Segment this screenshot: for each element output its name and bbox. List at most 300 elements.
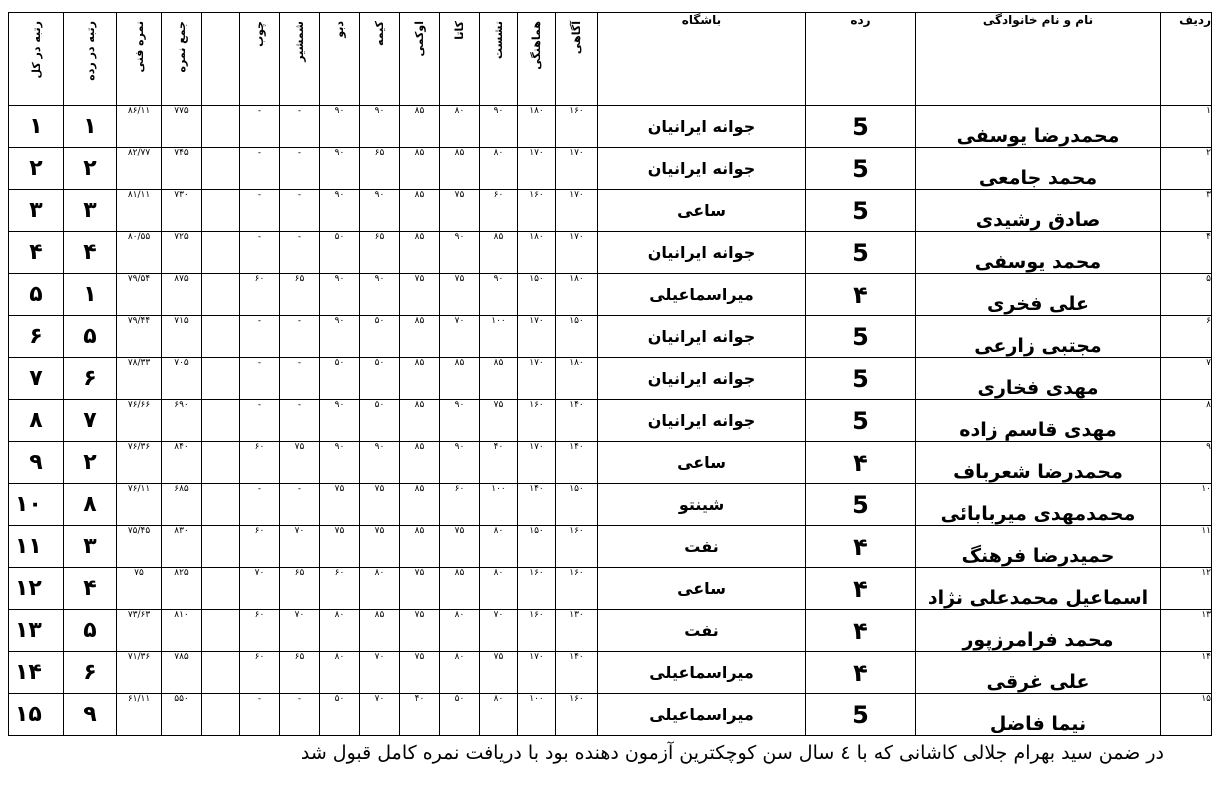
cell-kata: ۸۰: [440, 652, 480, 694]
table-row: [9, 694, 1212, 736]
cell-rank-grade: ۶: [64, 652, 117, 694]
cell-agahi: ۱۴۰: [556, 652, 598, 694]
cell-blank: [202, 694, 240, 736]
cell-grade: 5: [806, 400, 916, 442]
cell-hamahangi: ۱۴۰: [518, 484, 556, 526]
cell-blank: [202, 568, 240, 610]
cell-dobo: ۹۰: [320, 316, 360, 358]
cell-name: محمد جامعی: [916, 148, 1161, 190]
cell-row-number: ۲: [1161, 148, 1212, 190]
cell-total-score: ۶۹۰: [162, 400, 202, 442]
cell-kata: ۶۰: [440, 484, 480, 526]
cell-chob: ۶۰: [240, 442, 280, 484]
cell-hamahangi: ۱۶۰: [518, 190, 556, 232]
cell-hamahangi: ۱۸۰: [518, 232, 556, 274]
cell-kata: ۹۰: [440, 400, 480, 442]
cell-row-number: ۴: [1161, 232, 1212, 274]
cell-katame: ۵۰: [360, 358, 400, 400]
cell-rank-overall: ۱۰: [9, 484, 64, 526]
cell-hamahangi: ۱۶۰: [518, 568, 556, 610]
cell-ukemi: ۸۵: [400, 484, 440, 526]
cell-neshast: ۶۰: [480, 190, 518, 232]
cell-dobo: ۹۰: [320, 148, 360, 190]
cell-katame: ۸۰: [360, 568, 400, 610]
header-grade: رده: [806, 13, 916, 106]
header-club: باشگاه: [598, 13, 806, 106]
cell-neshast: ۹۰: [480, 106, 518, 148]
cell-kata: ۸۰: [440, 106, 480, 148]
cell-katame: ۶۵: [360, 148, 400, 190]
cell-technical-score: ۶۱/۱۱: [117, 694, 162, 736]
cell-grade: 5: [806, 316, 916, 358]
cell-blank: [202, 442, 240, 484]
table-row: [9, 484, 1212, 526]
cell-total-score: ۶۸۵: [162, 484, 202, 526]
cell-technical-score: ۷۹/۵۴: [117, 274, 162, 316]
cell-kata: ۹۰: [440, 442, 480, 484]
cell-rank-grade: ۵: [64, 610, 117, 652]
cell-chob: ۷۰: [240, 568, 280, 610]
cell-blank: [202, 358, 240, 400]
cell-kata: ۸۰: [440, 610, 480, 652]
cell-ukemi: ۴۰: [400, 694, 440, 736]
header-hamahangi: هماهنگی: [518, 13, 556, 106]
results-body: [9, 106, 1212, 736]
cell-total-score: ۷۳۰: [162, 190, 202, 232]
cell-chob: -: [240, 106, 280, 148]
table-row: [9, 190, 1212, 232]
cell-shamshir: ۶۵: [280, 652, 320, 694]
cell-ukemi: ۷۵: [400, 652, 440, 694]
cell-technical-score: ۷۶/۱۱: [117, 484, 162, 526]
cell-name: صادق رشیدی: [916, 190, 1161, 232]
cell-dobo: ۹۰: [320, 442, 360, 484]
cell-grade: 5: [806, 358, 916, 400]
cell-hamahangi: ۱۶۰: [518, 610, 556, 652]
cell-total-score: ۷۸۵: [162, 652, 202, 694]
cell-total-score: ۷۴۵: [162, 148, 202, 190]
cell-name: محمدرضا یوسفی: [916, 106, 1161, 148]
header-total-score: جمع نمره: [162, 13, 202, 106]
cell-club: نفت: [598, 526, 806, 568]
cell-grade: 5: [806, 190, 916, 232]
cell-blank: [202, 526, 240, 568]
cell-dobo: ۹۰: [320, 274, 360, 316]
cell-row-number: ۸: [1161, 400, 1212, 442]
cell-shamshir: -: [280, 232, 320, 274]
cell-grade: 5: [806, 232, 916, 274]
cell-total-score: ۵۵۰: [162, 694, 202, 736]
table-row: [9, 610, 1212, 652]
cell-technical-score: ۸۰/۵۵: [117, 232, 162, 274]
cell-total-score: ۸۲۵: [162, 568, 202, 610]
cell-dobo: ۸۰: [320, 652, 360, 694]
cell-hamahangi: ۱۸۰: [518, 106, 556, 148]
cell-kata: ۷۵: [440, 526, 480, 568]
cell-ukemi: ۸۵: [400, 526, 440, 568]
cell-rank-overall: ۱۵: [9, 694, 64, 736]
cell-row-number: ۱۲: [1161, 568, 1212, 610]
cell-dobo: ۹۰: [320, 190, 360, 232]
cell-chob: ۶۰: [240, 274, 280, 316]
cell-rank-overall: ۸: [9, 400, 64, 442]
cell-rank-grade: ۱: [64, 106, 117, 148]
header-ukemi: اوکمی: [400, 13, 440, 106]
cell-blank: [202, 610, 240, 652]
cell-row-number: ۱۰: [1161, 484, 1212, 526]
cell-shamshir: -: [280, 358, 320, 400]
cell-row-number: ۶: [1161, 316, 1212, 358]
cell-club: میراسماعیلی: [598, 652, 806, 694]
cell-ukemi: ۸۵: [400, 232, 440, 274]
cell-name: مجتبی زارعی: [916, 316, 1161, 358]
cell-row-number: ۱۳: [1161, 610, 1212, 652]
header-neshast: نشست: [480, 13, 518, 106]
cell-agahi: ۱۶۰: [556, 568, 598, 610]
cell-katame: ۶۵: [360, 232, 400, 274]
cell-katame: ۷۵: [360, 484, 400, 526]
cell-katame: ۹۰: [360, 106, 400, 148]
cell-rank-overall: ۲: [9, 148, 64, 190]
header-rank-overall: رتبه در کل: [9, 13, 64, 106]
cell-rank-grade: ۹: [64, 694, 117, 736]
cell-name: محمدمهدی میربابائی: [916, 484, 1161, 526]
cell-rank-overall: ۱۱: [9, 526, 64, 568]
cell-total-score: ۸۷۵: [162, 274, 202, 316]
cell-technical-score: ۷۵: [117, 568, 162, 610]
cell-dobo: ۵۰: [320, 694, 360, 736]
cell-katame: ۹۰: [360, 274, 400, 316]
cell-katame: ۷۰: [360, 694, 400, 736]
cell-neshast: ۴۰: [480, 442, 518, 484]
cell-rank-grade: ۵: [64, 316, 117, 358]
cell-blank: [202, 400, 240, 442]
cell-dobo: ۹۰: [320, 400, 360, 442]
cell-neshast: ۸۰: [480, 568, 518, 610]
header-shamshir: شمشیر: [280, 13, 320, 106]
header-blank: [202, 13, 240, 106]
cell-club: ساعی: [598, 568, 806, 610]
cell-blank: [202, 316, 240, 358]
cell-kata: ۹۰: [440, 232, 480, 274]
cell-ukemi: ۷۵: [400, 274, 440, 316]
cell-club: میراسماعیلی: [598, 694, 806, 736]
cell-shamshir: ۷۰: [280, 610, 320, 652]
cell-neshast: ۷۰: [480, 610, 518, 652]
cell-technical-score: ۷۱/۳۶: [117, 652, 162, 694]
cell-total-score: ۸۳۰: [162, 526, 202, 568]
cell-chob: -: [240, 232, 280, 274]
footer-note: در ضمن سید بهرام جلالی کاشانی که با ٤ سال سن کوچکترین آزمون دهنده بود با دریافت نمره کامل قبول شد: [300, 742, 1164, 764]
cell-neshast: ۸۵: [480, 232, 518, 274]
cell-hamahangi: ۱۵۰: [518, 274, 556, 316]
cell-technical-score: ۸۱/۱۱: [117, 190, 162, 232]
cell-shamshir: ۷۰: [280, 526, 320, 568]
cell-neshast: ۱۰۰: [480, 316, 518, 358]
cell-chob: -: [240, 400, 280, 442]
cell-chob: -: [240, 358, 280, 400]
cell-rank-grade: ۳: [64, 190, 117, 232]
cell-agahi: ۱۶۰: [556, 526, 598, 568]
cell-hamahangi: ۱۷۰: [518, 358, 556, 400]
cell-grade: ۴: [806, 274, 916, 316]
cell-rank-grade: ۶: [64, 358, 117, 400]
cell-blank: [202, 190, 240, 232]
cell-grade: ۴: [806, 442, 916, 484]
cell-grade: 5: [806, 148, 916, 190]
cell-blank: [202, 148, 240, 190]
cell-club: جوانه ایرانیان: [598, 148, 806, 190]
table-row: [9, 316, 1212, 358]
cell-shamshir: -: [280, 400, 320, 442]
cell-rank-grade: ۸: [64, 484, 117, 526]
cell-dobo: ۷۵: [320, 484, 360, 526]
cell-shamshir: -: [280, 316, 320, 358]
cell-ukemi: ۷۵: [400, 610, 440, 652]
cell-shamshir: -: [280, 106, 320, 148]
cell-agahi: ۱۸۰: [556, 358, 598, 400]
table-row: [9, 148, 1212, 190]
cell-ukemi: ۸۵: [400, 400, 440, 442]
cell-grade: ۴: [806, 652, 916, 694]
cell-total-score: ۸۱۰: [162, 610, 202, 652]
cell-dobo: ۶۰: [320, 568, 360, 610]
cell-rank-overall: ۳: [9, 190, 64, 232]
table-row: [9, 568, 1212, 610]
header-row: [9, 13, 1212, 106]
cell-grade: ۴: [806, 526, 916, 568]
cell-row-number: ۹: [1161, 442, 1212, 484]
header-row-number: ردیف: [1161, 13, 1212, 106]
cell-dobo: ۵۰: [320, 232, 360, 274]
cell-shamshir: ۷۵: [280, 442, 320, 484]
cell-kata: ۷۵: [440, 190, 480, 232]
table-row: [9, 232, 1212, 274]
cell-dobo: ۵۰: [320, 358, 360, 400]
cell-rank-grade: ۷: [64, 400, 117, 442]
cell-katame: ۵۰: [360, 400, 400, 442]
table-row: [9, 442, 1212, 484]
cell-technical-score: ۷۶/۶۶: [117, 400, 162, 442]
cell-name: مهدی فخاری: [916, 358, 1161, 400]
cell-club: جوانه ایرانیان: [598, 400, 806, 442]
cell-grade: 5: [806, 484, 916, 526]
cell-kata: ۷۵: [440, 274, 480, 316]
cell-hamahangi: ۱۶۰: [518, 400, 556, 442]
cell-club: شینتو: [598, 484, 806, 526]
cell-katame: ۵۰: [360, 316, 400, 358]
cell-grade: ۴: [806, 568, 916, 610]
cell-grade: 5: [806, 694, 916, 736]
cell-club: جوانه ایرانیان: [598, 232, 806, 274]
cell-neshast: ۹۰: [480, 274, 518, 316]
cell-name: مهدی قاسم زاده: [916, 400, 1161, 442]
table-row: [9, 106, 1212, 148]
cell-grade: 5: [806, 106, 916, 148]
cell-rank-grade: ۲: [64, 148, 117, 190]
cell-katame: ۸۵: [360, 610, 400, 652]
results-table: [8, 12, 1212, 736]
cell-row-number: ۱۱: [1161, 526, 1212, 568]
cell-row-number: ۱۵: [1161, 694, 1212, 736]
cell-name: محمد فرامرزپور: [916, 610, 1161, 652]
cell-agahi: ۱۷۰: [556, 190, 598, 232]
cell-shamshir: -: [280, 694, 320, 736]
header-dobo: دبو: [320, 13, 360, 106]
cell-rank-overall: ۶: [9, 316, 64, 358]
cell-technical-score: ۷۸/۳۳: [117, 358, 162, 400]
cell-hamahangi: ۱۷۰: [518, 148, 556, 190]
cell-agahi: ۱۳۰: [556, 610, 598, 652]
cell-name: علی غرقی: [916, 652, 1161, 694]
cell-ukemi: ۸۵: [400, 316, 440, 358]
cell-rank-overall: ۱۴: [9, 652, 64, 694]
cell-club: جوانه ایرانیان: [598, 358, 806, 400]
cell-club: جوانه ایرانیان: [598, 106, 806, 148]
cell-chob: ۶۰: [240, 526, 280, 568]
cell-katame: ۹۰: [360, 442, 400, 484]
cell-technical-score: ۷۵/۴۵: [117, 526, 162, 568]
cell-grade: ۴: [806, 610, 916, 652]
cell-total-score: ۸۴۰: [162, 442, 202, 484]
header-kata: کاتا: [440, 13, 480, 106]
cell-name: علی فخری: [916, 274, 1161, 316]
cell-neshast: ۸۰: [480, 694, 518, 736]
cell-total-score: ۷۰۵: [162, 358, 202, 400]
cell-row-number: ۱۴: [1161, 652, 1212, 694]
cell-shamshir: -: [280, 484, 320, 526]
cell-technical-score: ۸۲/۷۷: [117, 148, 162, 190]
cell-hamahangi: ۱۷۰: [518, 316, 556, 358]
cell-total-score: ۷۱۵: [162, 316, 202, 358]
cell-neshast: ۱۰۰: [480, 484, 518, 526]
cell-rank-overall: ۱۲: [9, 568, 64, 610]
cell-ukemi: ۸۵: [400, 148, 440, 190]
cell-agahi: ۱۶۰: [556, 694, 598, 736]
cell-row-number: ۳: [1161, 190, 1212, 232]
cell-ukemi: ۸۵: [400, 190, 440, 232]
cell-hamahangi: ۱۰۰: [518, 694, 556, 736]
cell-chob: ۶۰: [240, 610, 280, 652]
cell-blank: [202, 484, 240, 526]
cell-club: نفت: [598, 610, 806, 652]
cell-katame: ۹۰: [360, 190, 400, 232]
cell-dobo: ۹۰: [320, 106, 360, 148]
cell-name: محمدرضا شعرباف: [916, 442, 1161, 484]
table-row: [9, 274, 1212, 316]
cell-agahi: ۱۴۰: [556, 442, 598, 484]
cell-rank-overall: ۵: [9, 274, 64, 316]
cell-rank-overall: ۱: [9, 106, 64, 148]
cell-rank-overall: ۴: [9, 232, 64, 274]
header-technical-score: نمره فنی: [117, 13, 162, 106]
cell-name: محمد یوسفی: [916, 232, 1161, 274]
cell-row-number: ۱: [1161, 106, 1212, 148]
cell-ukemi: ۸۵: [400, 106, 440, 148]
cell-agahi: ۱۶۰: [556, 106, 598, 148]
table-row: [9, 652, 1212, 694]
cell-shamshir: -: [280, 148, 320, 190]
cell-technical-score: ۷۶/۳۶: [117, 442, 162, 484]
cell-neshast: ۸۵: [480, 358, 518, 400]
cell-row-number: ۵: [1161, 274, 1212, 316]
cell-chob: -: [240, 694, 280, 736]
cell-agahi: ۱۵۰: [556, 316, 598, 358]
cell-technical-score: ۸۶/۱۱: [117, 106, 162, 148]
header-katame: کیمه: [360, 13, 400, 106]
cell-katame: ۷۰: [360, 652, 400, 694]
cell-shamshir: ۶۵: [280, 568, 320, 610]
cell-neshast: ۷۵: [480, 652, 518, 694]
cell-rank-grade: ۱: [64, 274, 117, 316]
cell-dobo: ۷۵: [320, 526, 360, 568]
cell-blank: [202, 274, 240, 316]
cell-row-number: ۷: [1161, 358, 1212, 400]
cell-club: میراسماعیلی: [598, 274, 806, 316]
cell-hamahangi: ۱۵۰: [518, 526, 556, 568]
cell-dobo: ۸۰: [320, 610, 360, 652]
cell-name: نیما فاضل: [916, 694, 1161, 736]
header-chob: چوب: [240, 13, 280, 106]
cell-technical-score: ۷۹/۴۴: [117, 316, 162, 358]
cell-agahi: ۱۷۰: [556, 148, 598, 190]
cell-hamahangi: ۱۷۰: [518, 442, 556, 484]
cell-katame: ۷۵: [360, 526, 400, 568]
cell-shamshir: -: [280, 190, 320, 232]
header-agahi: آگاهی: [556, 13, 598, 106]
cell-agahi: ۱۸۰: [556, 274, 598, 316]
cell-chob: ۶۰: [240, 652, 280, 694]
cell-total-score: ۷۷۵: [162, 106, 202, 148]
cell-shamshir: ۶۵: [280, 274, 320, 316]
table-row: [9, 358, 1212, 400]
cell-ukemi: ۸۵: [400, 358, 440, 400]
cell-chob: -: [240, 190, 280, 232]
cell-name: اسماعیل محمدعلی نژاد: [916, 568, 1161, 610]
cell-neshast: ۷۵: [480, 400, 518, 442]
table-row: [9, 400, 1212, 442]
cell-name: حمیدرضا فرهنگ: [916, 526, 1161, 568]
cell-rank-grade: ۴: [64, 232, 117, 274]
cell-rank-grade: ۲: [64, 442, 117, 484]
cell-rank-overall: ۷: [9, 358, 64, 400]
cell-rank-overall: ۹: [9, 442, 64, 484]
cell-chob: -: [240, 484, 280, 526]
cell-club: جوانه ایرانیان: [598, 316, 806, 358]
cell-chob: -: [240, 316, 280, 358]
cell-agahi: ۱۷۰: [556, 232, 598, 274]
cell-ukemi: ۸۵: [400, 442, 440, 484]
cell-hamahangi: ۱۷۰: [518, 652, 556, 694]
cell-kata: ۸۵: [440, 358, 480, 400]
cell-total-score: ۷۲۵: [162, 232, 202, 274]
cell-club: ساعی: [598, 442, 806, 484]
cell-agahi: ۱۵۰: [556, 484, 598, 526]
cell-agahi: ۱۴۰: [556, 400, 598, 442]
cell-blank: [202, 106, 240, 148]
cell-kata: ۸۵: [440, 148, 480, 190]
cell-chob: -: [240, 148, 280, 190]
cell-neshast: ۸۰: [480, 526, 518, 568]
cell-kata: ۷۰: [440, 316, 480, 358]
cell-rank-overall: ۱۳: [9, 610, 64, 652]
cell-rank-grade: ۴: [64, 568, 117, 610]
cell-blank: [202, 652, 240, 694]
table-row: [9, 526, 1212, 568]
cell-blank: [202, 232, 240, 274]
cell-kata: ۸۵: [440, 568, 480, 610]
cell-neshast: ۸۰: [480, 148, 518, 190]
